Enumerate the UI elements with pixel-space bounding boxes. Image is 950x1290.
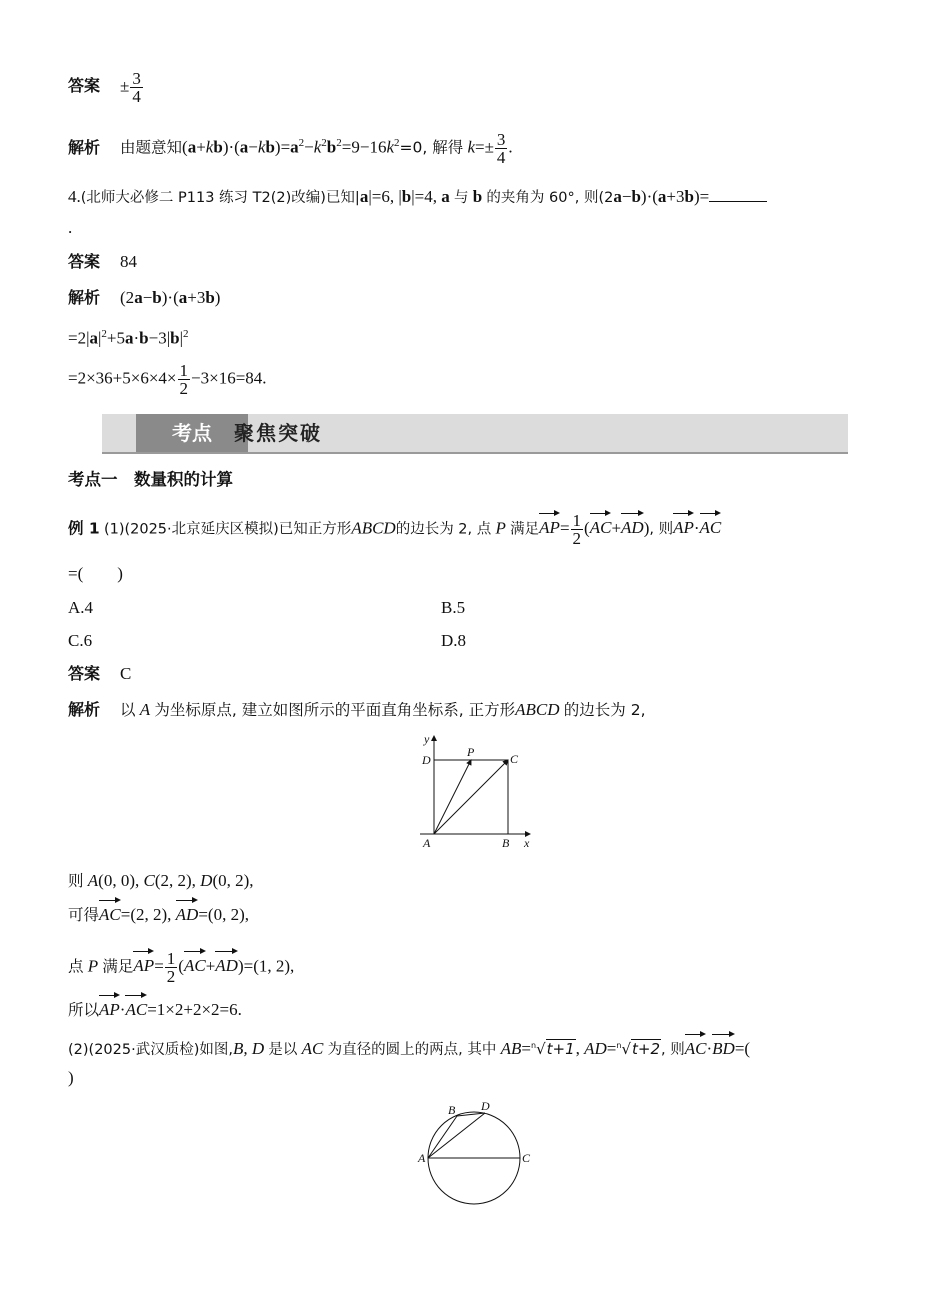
label-d: D — [481, 1100, 490, 1113]
vector-ac — [434, 760, 508, 834]
ex2-stem: (2)(2025·武汉质检)如图,B, D 是以 AC 为直径的圆上的两点, 其中 AB=$^n$√t+1, AD=$^n$√t+2, 则AC·BD=( — [68, 1034, 750, 1062]
ex1-step4: 所以AP·AC=1×2+2×2=6. — [68, 998, 242, 1022]
label-a: A — [418, 1151, 426, 1165]
chord-ad — [428, 1113, 485, 1158]
label-x: x — [524, 836, 530, 850]
q4-analysis: 解析 (2a−b)·(a+3b) — [68, 288, 221, 307]
label-p: P — [467, 745, 475, 759]
circle-figure — [415, 1100, 537, 1210]
label-c: C — [510, 752, 519, 766]
q4-stem: 4.(北师大必修二 P113 练习 T2(2)改编)已知|a|=6, |b|=4, a 与 b 的夹角为 60°, 则(2a−b)·(a+3b)= — [68, 185, 767, 210]
section-title: 考点一 数量积的计算 — [68, 470, 233, 489]
section-banner — [102, 414, 848, 454]
answer-label: 答案 — [68, 76, 101, 96]
q4-step3: =2×36+5×6×4× $\frac{1}{2}$ −3×16=84. — [68, 361, 267, 398]
banner-tag: 考点 — [136, 414, 248, 452]
ex2-close: ) — [68, 1068, 74, 1087]
fraction: $\frac{3}{4}$ — [132, 69, 141, 106]
label-a: A — [423, 836, 431, 850]
ex1-answer: 答案 C — [68, 664, 132, 683]
ex1-analysis: 解析 以 A 为坐标原点, 建立如图所示的平面直角坐标系, 正方形ABCD 的边长为 2, — [68, 700, 646, 719]
chord-ab — [428, 1116, 457, 1158]
ex1-stem: 例 1 (1)(2025·北京延庆区模拟)已知正方形ABCD的边长为 2, 点 P 满足AP= $\frac{1}{2}$ (AC+AD), 则AP·AC — [68, 511, 722, 548]
option-c: C.6 — [68, 631, 93, 650]
option-a: A.4 — [68, 598, 94, 617]
label-b: B — [448, 1103, 456, 1117]
label-b: B — [502, 836, 510, 850]
label-d: D — [422, 753, 431, 767]
answer-blank — [709, 185, 767, 202]
ex1-blank: =( ) — [68, 564, 123, 583]
analysis-label: 解析 — [68, 137, 101, 157]
ex1-step2: 可得AC=(2, 2), AD=(0, 2), — [68, 903, 249, 927]
ex1-step3: 点 P 满足AP= $\frac{1}{2}$ (AC+AD)=(1, 2), — [68, 949, 295, 986]
option-b: B.5 — [441, 598, 466, 617]
vector-ap — [434, 760, 471, 834]
label-y: y — [424, 732, 430, 746]
q3-answer: 答案 ± $\frac{3}{4}$ — [68, 69, 141, 106]
coordinate-figure — [412, 730, 536, 854]
ex1-step1: 则 A(0, 0), C(2, 2), D(0, 2), — [68, 871, 254, 890]
q4-answer: 答案 84 — [68, 252, 138, 271]
q3-analysis: 解析 由题意知$(a+kb)\cdot(a-kb)=a^2-k^2b^2=9-16k^2=0$, 解得 k=± $\frac{3}{4}$ . — [68, 130, 513, 168]
q4-step2: $=2|a|^2+5a\cdot b-3|b|^2$ — [68, 328, 189, 348]
q4-stem-end: . — [68, 218, 73, 237]
option-d: D.8 — [441, 631, 467, 650]
banner-title: 聚焦突破 — [234, 421, 322, 445]
label-c: C — [522, 1151, 531, 1165]
